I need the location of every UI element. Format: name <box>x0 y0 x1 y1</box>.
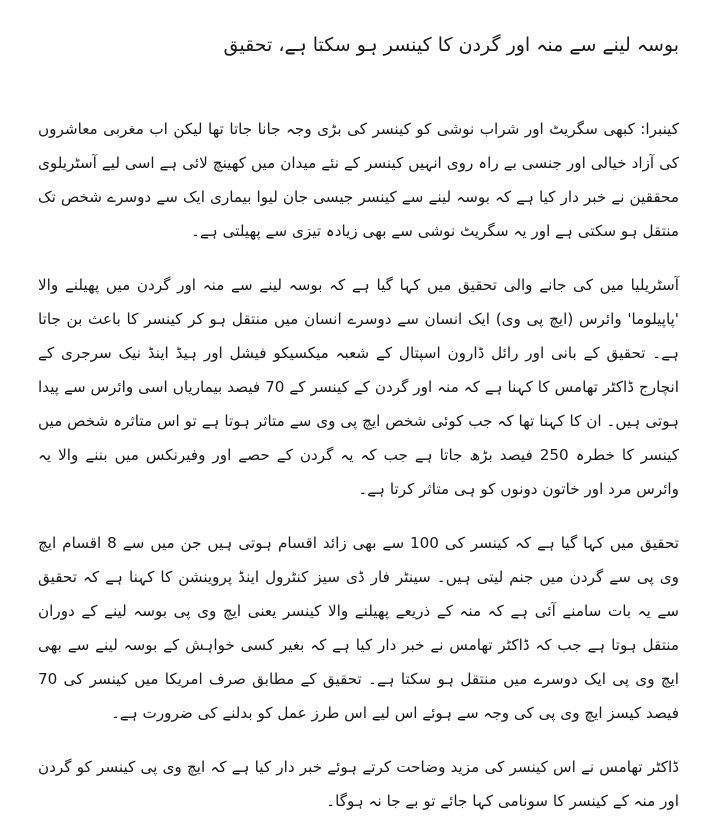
article-paragraph-1: کینبرا: کبھی سگریٹ اور شراب نوشی کو کینسر کی بڑی وجہ جانا جاتا تھا لیکن اب مغربی معاشروں کی آزاد خیالی اور جنسی بے راہ روی انہیں کینسر کے نئے میدان میں کھینچ لائی ہے اسی لیے آسٹریلوی محققین نے خبر دار کیا ہے کہ بوسہ لینے سے کینسر جیسی جان لیوا بیماری ایک سے دوسرے شخص تک منتقل ہو سکتی ہے اور یہ سگریٹ نوشی سے بھی زیادہ تیزی سے پھیلتی ہے۔ <box>38 120 679 240</box>
article-paragraph-2: آسٹریلیا میں کی جانے والی تحقیق میں کہا گیا ہے کہ بوسہ لینے سے منہ اور گردن میں پھیلنے والا 'پاپیلوما' وائرس (ایچ پی وی) ایک انسان سے دوسرے انسان میں منتقل ہو کر کینسر کا باعث بن جاتا ہے۔ تحقیق کے بانی اور رائل ڈارون اسپتال کے شعبہ میکسیکو فیشل اور ہیڈ اینڈ نیک سرجری کے انچارج ڈاکٹر تھامس کا کہنا ہے کہ منہ اور گردن کے کینسر کے 70 فیصد بیماریاں اسی وائرس سے پیدا ہوتی ہیں۔ ان کا کہنا تھا کہ جب کوئی شخص ایچ پی وی سے متاثر ہوتا ہے تو اس متاثرہ شخص میں کینسر کا خطرہ 250 فیصد بڑھ جاتا ہے جب کہ یہ گردن کے حصے اور وفیرنکس میں بننے والا یہ وائرس مرد اور خاتون دونوں کو ہی متاثر کرتا ہے۔ <box>38 276 679 498</box>
article-paragraph-4: ڈاکٹر تھامس نے اس کینسر کی مزید وضاحت کرتے ہوئے خبر دار کیا ہے کہ ایچ وی پی کینسر کو گردن اور منہ کے کینسر کا سونامی کہا جائے تو بے جا نہ ہوگا۔ <box>38 758 679 810</box>
article-title: بوسہ لینے سے منہ اور گردن کا کینسر ہو سکتا ہے، تحقیق <box>223 34 679 56</box>
article-paragraph-3: تحقیق میں کہا گیا ہے کہ کینسر کی 100 سے بھی زائد اقسام ہوتی ہیں جن میں سے 8 اقسام ایچ وی پی سے گردن میں جنم لیتی ہیں۔ سینٹر فار ڈی سیز کنٹرول اینڈ پروینشن کا کہنا ہے کہ تحقیق سے یہ بات سامنے آئی ہے کہ منہ کے ذریعے پھیلنے والا کینسر یعنی ایچ وی پی بوسہ لینے کے دوران منتقل ہوتا ہے جب کہ ڈاکٹر تھامس نے خبر دار کیا ہے کہ بغیر کسی خواہش کے بوسہ لینے سے بھی ایچ وی پی ایک دوسرے میں منتقل ہو سکتا ہے۔ تحقیق کے مطابق صرف امریکا میں کینسر کی 70 فیصد کیسز ایچ وی پی کی وجہ سے ہوئے اس لیے اس طرز عمل کو بدلنے کی ضرورت ہے۔ <box>38 534 679 722</box>
